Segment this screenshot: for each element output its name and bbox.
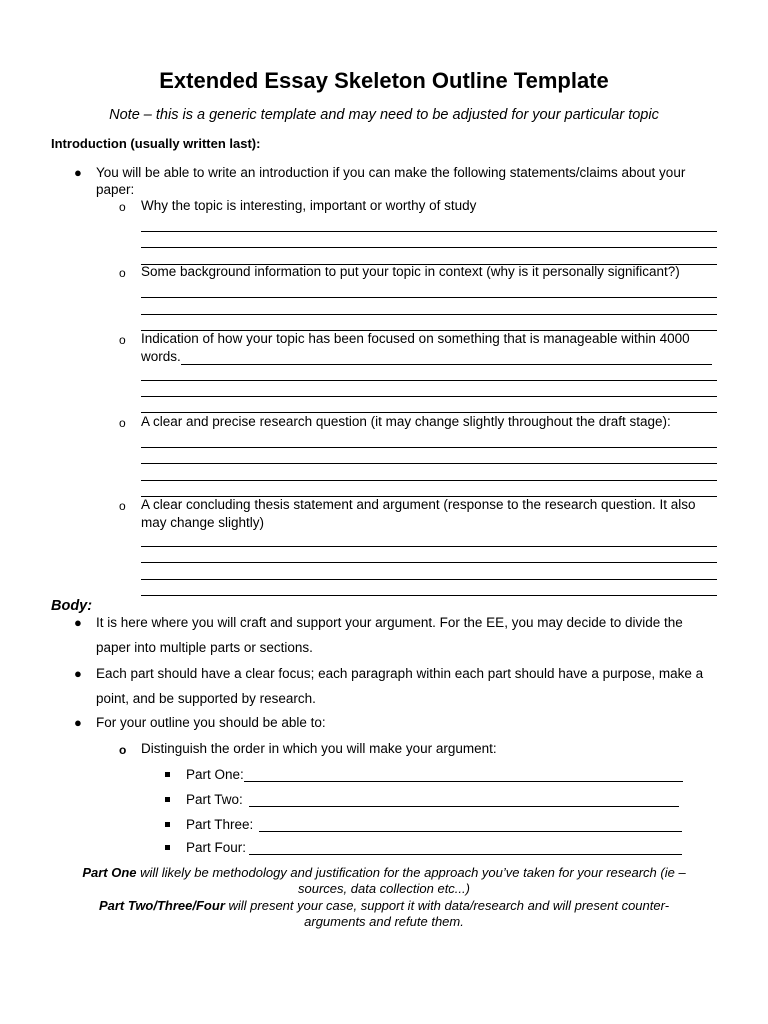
part-three-answer-line[interactable] (259, 831, 682, 832)
square-bullet-icon (165, 822, 170, 827)
bullet-dot-icon: ● (74, 666, 82, 681)
answer-line[interactable] (141, 595, 717, 596)
answer-line[interactable] (141, 247, 717, 248)
intro-item-1-text: Why the topic is interesting, important or worthy of study (141, 198, 477, 213)
part-four-label: Part Four: (186, 840, 247, 855)
answer-line[interactable] (141, 447, 717, 448)
part-one-label: Part One: (186, 767, 244, 782)
footer-part-two-bold: Part Two/Three/Four (98, 898, 225, 913)
answer-line[interactable] (141, 546, 717, 547)
square-bullet-icon (165, 797, 170, 802)
answer-line[interactable] (141, 579, 717, 580)
footer-part-two-note (40, 898, 728, 914)
footer-part-one-rest: will likely be methodology and justification for the approach you’ve taken for your research (ie – (136, 865, 686, 880)
hollow-circle-bullet-icon: o (119, 743, 127, 757)
body-bullet-3-line1: For your outline you should be able to: (96, 715, 326, 730)
hollow-circle-bullet-icon: o (119, 266, 126, 280)
footer-part-two-line2: arguments and refute them. (304, 914, 464, 929)
answer-line[interactable] (181, 364, 712, 365)
body-bullet-1-line2: paper into multiple parts or sections. (96, 640, 313, 655)
hollow-circle-bullet-icon: o (119, 200, 126, 214)
body-bullet-1-line1: It is here where you will craft and support your argument. For the EE, you may decide to divide the (96, 615, 683, 630)
answer-line[interactable] (141, 231, 717, 232)
intro-item-3-text-line2: words. (141, 349, 181, 364)
bullet-dot-icon: ● (74, 715, 82, 730)
template-note: Note – this is a generic template and may need to be adjusted for your particular topic (109, 107, 659, 123)
hollow-circle-bullet-icon: o (119, 499, 126, 513)
hollow-circle-bullet-icon: o (119, 416, 126, 430)
body-heading: Body: (51, 598, 93, 614)
body-bullet-2-line2: point, and be supported by research. (96, 691, 316, 706)
bullet-dot-icon: ● (74, 165, 82, 180)
part-four-answer-line[interactable] (249, 854, 682, 855)
square-bullet-icon (165, 772, 170, 777)
answer-line[interactable] (141, 396, 717, 397)
footer-part-one-bold: Part One (82, 865, 137, 880)
part-two-label: Part Two: (186, 792, 243, 807)
answer-line[interactable] (141, 562, 717, 563)
part-two-answer-line[interactable] (249, 806, 679, 807)
answer-line[interactable] (141, 463, 717, 464)
intro-item-3-text: Indication of how your topic has been focused on something that is manageable within 4000 (141, 331, 690, 346)
hollow-circle-bullet-icon: o (119, 333, 126, 347)
answer-line[interactable] (141, 297, 717, 298)
answer-line[interactable] (141, 380, 717, 381)
part-three-label: Part Three: (186, 817, 254, 832)
footer-part-two-rest: will present your case, support it with data/research and will present counter- (224, 898, 670, 913)
intro-item-5-text: A clear concluding thesis statement and argument (response to the research question. It also (141, 497, 696, 512)
intro-item-4-text: A clear and precise research question (it may change slightly throughout the draft stage): (141, 414, 671, 429)
footer-part-one-line2: sources, data collection etc...) (298, 881, 470, 896)
intro-bullet-line1: You will be able to write an introduction if you can make the following statements/claims about your (96, 165, 686, 180)
part-one-answer-line[interactable] (244, 781, 683, 782)
body-bullet-2-line1: Each part should have a clear focus; each paragraph within each part should have a purpose, make a (96, 666, 704, 681)
intro-item-2-text: Some background information to put your topic in context (why is it personally significant?) (141, 264, 680, 279)
answer-line[interactable] (141, 314, 717, 315)
introduction-heading: Introduction (usually written last): (51, 136, 261, 151)
footer-part-one-note (40, 865, 728, 881)
square-bullet-icon (165, 845, 170, 850)
bullet-dot-icon: ● (74, 615, 82, 630)
answer-line[interactable] (141, 480, 717, 481)
document-title: Extended Essay Skeleton Outline Template (159, 68, 609, 93)
intro-item-5-text-line2: may change slightly) (141, 515, 265, 530)
body-sub-item: Distinguish the order in which you will make your argument: (141, 741, 497, 756)
intro-bullet-line2: paper: (96, 182, 135, 197)
